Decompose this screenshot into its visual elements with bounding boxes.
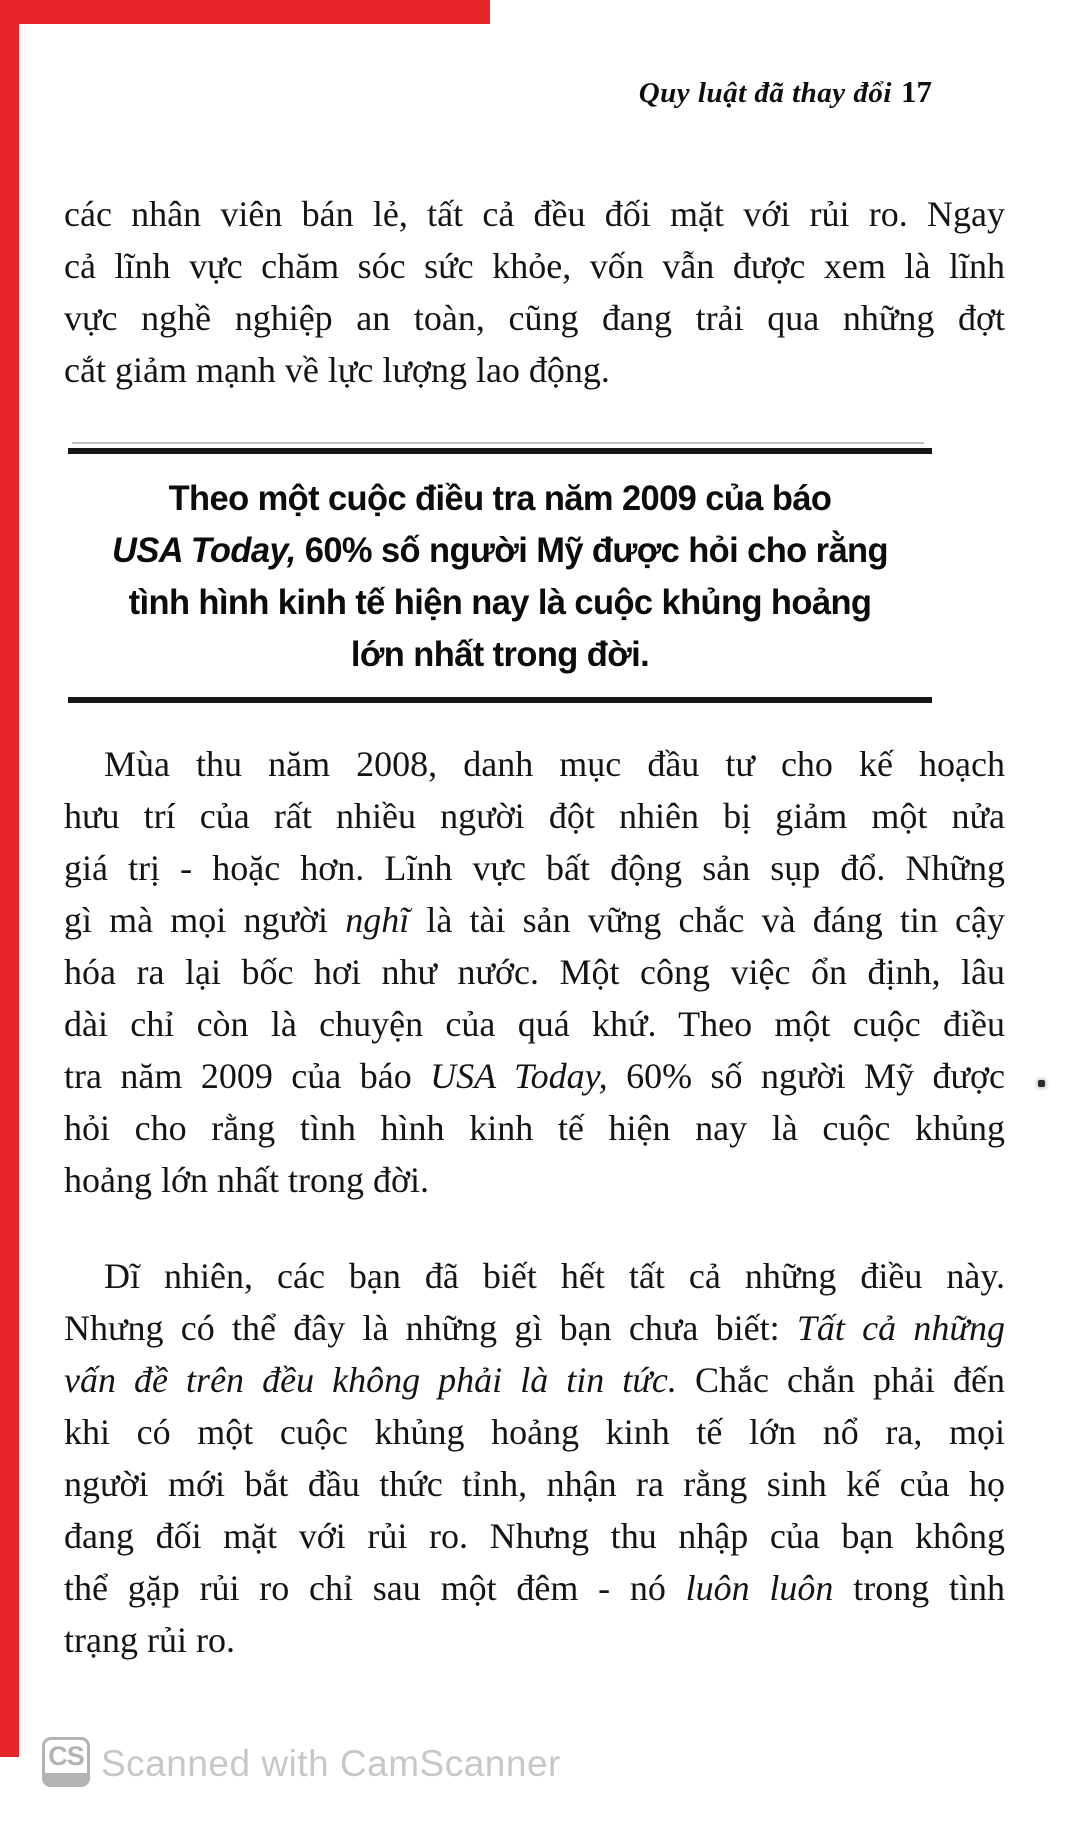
scan-edge-red-top xyxy=(0,0,490,24)
body-text-line xyxy=(64,1406,1005,1458)
pull-quote-line xyxy=(74,629,925,681)
camscanner-logo-icon xyxy=(42,1737,90,1787)
text-segment: hóa ra lại bốc hơi như nước. Một công việc ổn định, lâu xyxy=(64,952,1005,992)
text-segment: Chắc chắn phải đến xyxy=(676,1360,1005,1400)
body-text-line xyxy=(64,1562,1005,1614)
italic-text-segment: Tất cả những xyxy=(796,1308,1006,1348)
body-text-line xyxy=(64,1354,1005,1406)
scan-speck xyxy=(1038,1080,1045,1087)
pull-quote-line xyxy=(74,525,925,577)
text-segment: dài chỉ còn là chuyện của quá khứ. Theo một cuộc điều xyxy=(64,1004,1005,1044)
text-segment: gì mà mọi người xyxy=(64,900,346,940)
text-segment: trong tình xyxy=(833,1568,1005,1608)
body-text-line xyxy=(64,1510,1005,1562)
text-segment: Nhưng có thể đây là những gì bạn chưa biết: xyxy=(64,1308,797,1348)
italic-text-segment: USA Today, xyxy=(112,531,296,570)
italic-text-segment: nghĩ xyxy=(345,900,410,940)
body-text-line xyxy=(64,1102,1005,1154)
text-segment: 60% số người Mỹ được hỏi cho rằng xyxy=(295,531,888,570)
body-text-line xyxy=(64,1050,1005,1102)
text-segment: là tài sản vững chắc và đáng tin cậy xyxy=(409,900,1005,940)
text-segment: thể gặp rủi ro chỉ sau một đêm - nó xyxy=(64,1568,686,1608)
body-text-line xyxy=(64,998,1005,1050)
text-segment: Mùa thu năm 2008, danh mục đầu tư cho kế hoạch xyxy=(104,744,1005,784)
body-paragraph-2 xyxy=(64,738,1005,1206)
body-text-line xyxy=(64,240,1005,292)
scanner-credit-text: Scanned with CamScanner xyxy=(101,1743,561,1784)
camscanner-logo-text: CS xyxy=(48,1741,84,1771)
body-text-line xyxy=(64,292,1005,344)
text-segment: đang đối mặt với rủi ro. Nhưng thu nhập của bạn không xyxy=(64,1516,1005,1556)
text-segment: trạng rủi ro. xyxy=(64,1620,235,1660)
text-segment: cắt giảm mạnh về lực lượng lao động. xyxy=(64,350,610,390)
body-text-line xyxy=(64,1250,1005,1302)
page-number: 17 xyxy=(901,74,932,109)
text-segment: tra năm 2009 của báo xyxy=(64,1056,431,1096)
text-segment: 60% số người Mỹ được xyxy=(607,1056,1006,1096)
text-segment: các nhân viên bán lẻ, tất cả đều đối mặt với rủi ro. Ngay xyxy=(64,194,1005,234)
text-segment: khi có một cuộc khủng hoảng kinh tế lớn nổ ra, mọi xyxy=(64,1412,1005,1452)
text-segment: cả lĩnh vực chăm sóc sức khỏe, vốn vẫn được xem là lĩnh xyxy=(64,246,1005,286)
text-segment: hoảng lớn nhất trong đời. xyxy=(64,1160,430,1200)
body-text-line xyxy=(64,842,1005,894)
text-segment: Dĩ nhiên, các bạn đã biết hết tất cả những điều này. xyxy=(104,1256,1005,1296)
italic-text-segment: vấn đề trên đều không phải là tin tức. xyxy=(64,1360,677,1400)
body-text-line xyxy=(64,344,1005,396)
text-segment: vực nghề nghiệp an toàn, cũng đang trải qua những đợt xyxy=(64,298,1005,338)
camscanner-logo-bar xyxy=(42,1773,90,1787)
text-segment: tình hình kinh tế hiện nay là cuộc khủng hoảng xyxy=(128,583,872,622)
italic-text-segment: USA Today, xyxy=(430,1056,608,1096)
body-text-line xyxy=(64,1302,1005,1354)
text-segment: lớn nhất trong đời. xyxy=(350,635,650,674)
body-text-line xyxy=(64,946,1005,998)
body-text-line xyxy=(64,738,1005,790)
body-text-line xyxy=(64,1154,1005,1206)
pull-quote xyxy=(68,448,932,703)
scan-edge-red-left xyxy=(0,0,19,1757)
text-segment: hỏi cho rằng tình hình kinh tế hiện nay là cuộc khủng xyxy=(64,1108,1005,1148)
body-text-line xyxy=(64,894,1005,946)
text-segment: Theo một cuộc điều tra năm 2009 của báo xyxy=(168,479,832,518)
pull-quote-line xyxy=(74,577,925,629)
text-segment: giá trị - hoặc hơn. Lĩnh vực bất động sản sụp đổ. Những xyxy=(64,848,1005,888)
body-text-line xyxy=(64,1614,1005,1666)
pull-quote-line xyxy=(74,473,925,525)
text-segment: người mới bắt đầu thức tỉnh, nhận ra rằng sinh kế của họ xyxy=(64,1464,1005,1504)
body-text-line xyxy=(64,188,1005,240)
body-paragraph-3 xyxy=(64,1250,1005,1666)
body-paragraph-1 xyxy=(64,188,1005,396)
text-segment: hưu trí của rất nhiều người đột nhiên bị giảm một nửa xyxy=(64,796,1005,836)
running-title: Quy luật đã thay đổi xyxy=(638,77,892,109)
running-head xyxy=(639,74,932,110)
body-text-line xyxy=(64,790,1005,842)
body-text-line xyxy=(64,1458,1005,1510)
italic-text-segment: luôn luôn xyxy=(685,1568,834,1608)
